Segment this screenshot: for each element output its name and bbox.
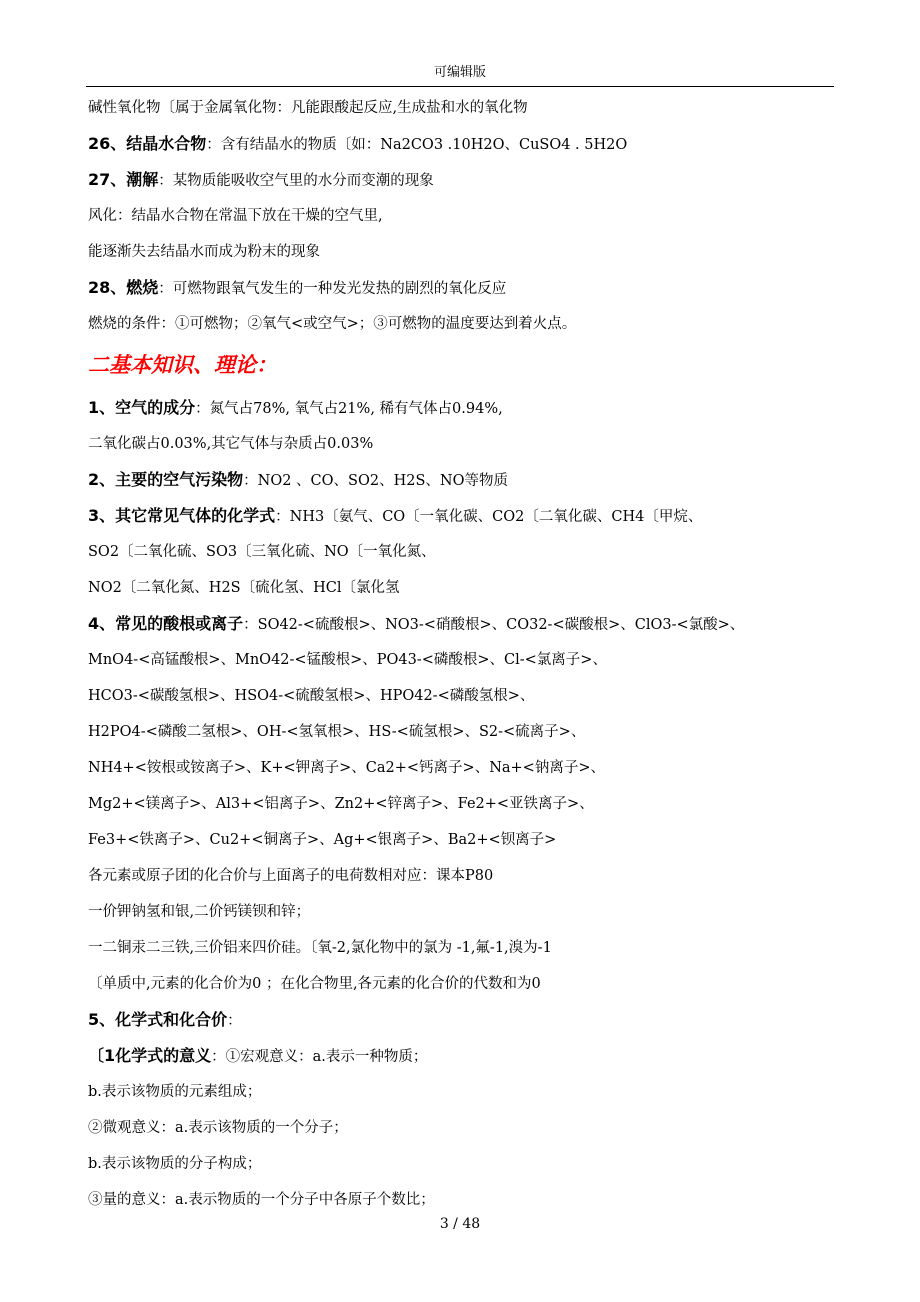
line-label: 3、其它常见气体的化学式 [88, 506, 276, 525]
document-body [88, 90, 834, 1218]
line-label: 1、空气的成分 [88, 398, 196, 417]
text-line [88, 606, 834, 642]
line-label: 28、燃烧 [88, 278, 159, 297]
text-line [88, 126, 834, 162]
line-label: 4、常见的酸根或离子 [88, 614, 244, 633]
line-text: ：①宏观意义：a.表示一种物质； [211, 1049, 428, 1065]
line-text: 一价钾钠氢和银,二价钙镁钡和锌； [88, 904, 311, 920]
basic-knowledge-block [88, 390, 834, 1218]
line-label: 2、主要的空气污染物 [88, 470, 244, 489]
line-text: Mg2+<镁离子>、Al3+<铝离子>、Zn2+<锌离子>、Fe2+<亚铁离子>、 [88, 796, 594, 812]
text-line [88, 1110, 834, 1146]
line-text: H2PO4-<磷酸二氢根>、OH-<氢氧根>、HS-<硫氢根>、S2-<硫离子>、 [88, 724, 586, 740]
text-line [88, 1182, 834, 1218]
line-text: ：某物质能吸收空气里的水分而变潮的现象 [158, 173, 434, 189]
line-text: Fe3+<铁离子>、Cu2+<铜离子>、Ag+<银离子>、Ba2+<钡离子> [88, 832, 557, 848]
line-text: ：SO42-<硫酸根>、NO3-<硝酸根>、CO32-<碳酸根>、ClO3-<氯酸>、 [243, 617, 745, 633]
text-line [88, 162, 834, 198]
text-line [88, 786, 834, 822]
definitions-block [88, 90, 834, 342]
line-text: NO2〔二氧化氮、H2S〔硫化氢、HCl〔氯化氢 [88, 580, 400, 596]
text-line [88, 894, 834, 930]
line-text: ：NO2 、CO、SO2、H2S、NO等物质 [243, 473, 508, 489]
text-line [88, 858, 834, 894]
text-line [88, 534, 834, 570]
line-text: 燃烧的条件：①可燃物；②氧气<或空气>；③可燃物的温度要达到着火点。 [88, 316, 577, 332]
line-text: ②微观意义：a.表示该物质的一个分子； [88, 1120, 348, 1136]
line-text: ③量的意义：a.表示物质的一个分子中各原子个数比； [88, 1192, 435, 1208]
text-line [88, 1146, 834, 1182]
text-line [88, 1002, 834, 1038]
section-title: 二基本知识、理论： [88, 353, 277, 377]
line-text: 二氧化碳占0.03%,其它气体与杂质占0.03% [88, 436, 374, 452]
text-line [88, 198, 834, 234]
text-line [88, 642, 834, 678]
page-header: 可编辑版 [433, 65, 486, 80]
line-text: 一二铜汞二三铁,三价铝来四价硅。〔氧-2,氯化物中的氯为 -1,氟-1,溴为-1 [88, 940, 552, 956]
line-text: NH4+<铵根或铵离子>、K+<钾离子>、Ca2+<钙离子>、Na+<钠离子>、 [88, 760, 605, 776]
text-line [88, 930, 834, 966]
line-text: ：NH3〔氨气、CO〔一氧化碳、CO2〔二氧化碳、CH4〔甲烷、 [275, 509, 703, 525]
text-line [88, 570, 834, 606]
page-number: 3 / 48 [439, 1216, 481, 1232]
text-line [88, 426, 834, 462]
line-text: 〔单质中,元素的化合价为0 ；在化合物里,各元素的化合价的代数和为0 [88, 976, 541, 992]
text-line [88, 678, 834, 714]
line-label: 〔1化学式的意义 [88, 1046, 212, 1065]
line-text: SO2〔二氧化硫、SO3〔三氧化硫、NO〔一氧化氮、 [88, 544, 436, 560]
text-line [88, 306, 834, 342]
text-line [88, 1074, 834, 1110]
line-label: 27、潮解 [88, 170, 159, 189]
line-text: b.表示该物质的分子构成； [88, 1156, 262, 1172]
text-line [88, 714, 834, 750]
line-text: ：可燃物跟氧气发生的一种发光发热的剧烈的氧化反应 [158, 281, 507, 297]
line-text: 各元素或原子团的化合价与上面离子的电荷数相对应：课本P80 [88, 868, 494, 884]
line-text: ：氮气占78%, 氧气占21%, 稀有气体占0.94%, [195, 401, 503, 417]
line-label: 26、结晶水合物 [88, 134, 207, 153]
line-label: 5、化学式和化合价 [88, 1010, 228, 1029]
line-text: HCO3-<碳酸氢根>、HSO4-<硫酸氢根>、HPO42-<磷酸氢根>、 [88, 688, 535, 704]
text-line [88, 822, 834, 858]
line-text: MnO4-<高锰酸根>、MnO42-<锰酸根>、PO43-<磷酸根>、Cl-<氯离子>、 [88, 652, 607, 668]
text-line [88, 462, 834, 498]
line-text: b.表示该物质的元素组成； [88, 1084, 262, 1100]
text-line [88, 966, 834, 1002]
text-line [88, 750, 834, 786]
text-line [88, 234, 834, 270]
text-line [88, 90, 834, 126]
header-rule [86, 86, 834, 87]
text-line [88, 1038, 834, 1074]
line-text: 能逐渐失去结晶水而成为粉末的现象 [88, 244, 320, 260]
line-text: ： [227, 1013, 242, 1029]
text-line [88, 390, 834, 426]
line-text: ：含有结晶水的物质〔如：Na2CO3 .10H2O、CuSO4 . 5H2O [206, 137, 628, 153]
line-text: 风化：结晶水合物在常温下放在干燥的空气里, [88, 208, 383, 224]
text-line [88, 270, 834, 306]
line-text: 碱性氧化物〔属于金属氧化物：凡能跟酸起反应,生成盐和水的氧化物 [88, 100, 528, 116]
text-line [88, 498, 834, 534]
